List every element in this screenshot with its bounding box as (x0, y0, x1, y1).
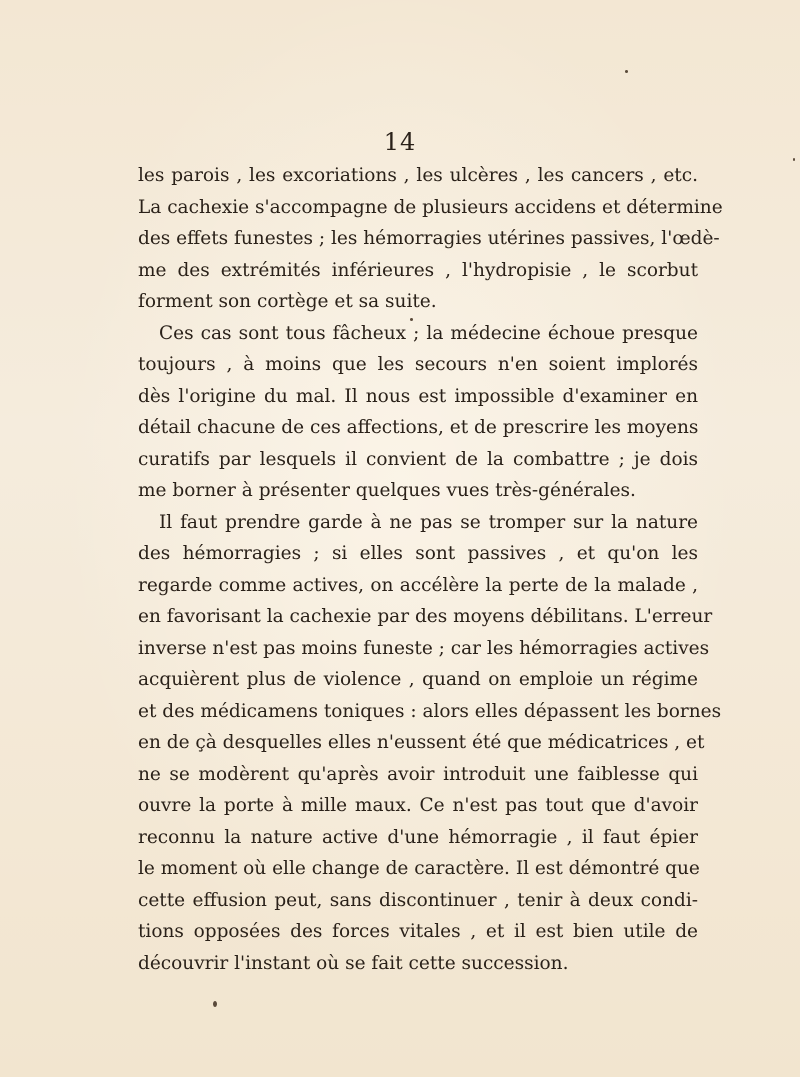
text-line: les parois , les excoriations , les ulcères , les cancers , etc. (138, 165, 698, 186)
text-line: inverse n'est pas moins funeste ; car les hémorragies actives (138, 637, 710, 659)
text-line: et des médicamens toniques : alors elles dépassent les bornes (138, 700, 722, 722)
text-line: curatifs par lesquels il convient de la combattre ; je dois (138, 448, 698, 470)
text-line: toujours , à moins que les secours n'en soient implorés (138, 354, 698, 375)
text-line: des effets funestes ; les hémorragies utérines passives, l'œdè- (138, 228, 720, 249)
text-line: dès l'origine du mal. Il nous est impossible d'examiner en (138, 385, 698, 407)
text-line: La cachexie s'accompagne de plusieurs accidens et détermine (138, 196, 723, 218)
text-line: acquièrent plus de violence , quand on emploie un régime (138, 669, 698, 690)
paragraph (138, 318, 698, 507)
text-line: ouvre la porte à mille maux. Ce n'est pas tout que d'avoir (138, 795, 698, 816)
text-line: Il faut prendre garde à ne pas se tromper sur la nature (159, 511, 698, 533)
text-line: ne se modèrent qu'après avoir introduit une faiblesse qui (138, 763, 698, 785)
text-line: cette effusion peut, sans discontinuer , tenir à deux condi- (138, 889, 698, 911)
page-number: 14 (383, 128, 417, 156)
paper-speck (213, 1001, 217, 1007)
text-line: me borner à présenter quelques vues très-générales. (138, 480, 636, 501)
text-line: forment son cortège et sa suite. (138, 291, 437, 312)
text-line: découvrir l'instant où se fait cette succession. (138, 952, 569, 974)
paper-speck (793, 158, 795, 161)
text-line: tions opposées des forces vitales , et il est bien utile de (138, 921, 698, 942)
text-line: me des extrémités inférieures , l'hydropisie , le scorbut (138, 259, 698, 281)
paragraph (138, 507, 722, 980)
body-text (138, 160, 723, 979)
paper-speck (410, 318, 413, 321)
text-line: le moment où elle change de caractère. Il est démontré que (138, 858, 700, 879)
paragraph (138, 160, 723, 318)
text-line: des hémorragies ; si elles sont passives , et qu'on les (138, 543, 698, 564)
text-line: Ces cas sont tous fâcheux ; la médecine échoue presque (159, 322, 698, 344)
text-line: regarde comme actives, on accélère la perte de la malade , (138, 574, 698, 596)
text-line: reconnu la nature active d'une hémorragie , il faut épier (138, 826, 698, 848)
text-line: en de çà desquelles elles n'eussent été que médicatrices , et (138, 732, 705, 753)
paper-speck (625, 70, 628, 73)
text-line: en favorisant la cachexie par des moyens débilitans. L'erreur (138, 606, 713, 627)
text-line: détail chacune de ces affections, et de prescrire les moyens (138, 417, 699, 438)
